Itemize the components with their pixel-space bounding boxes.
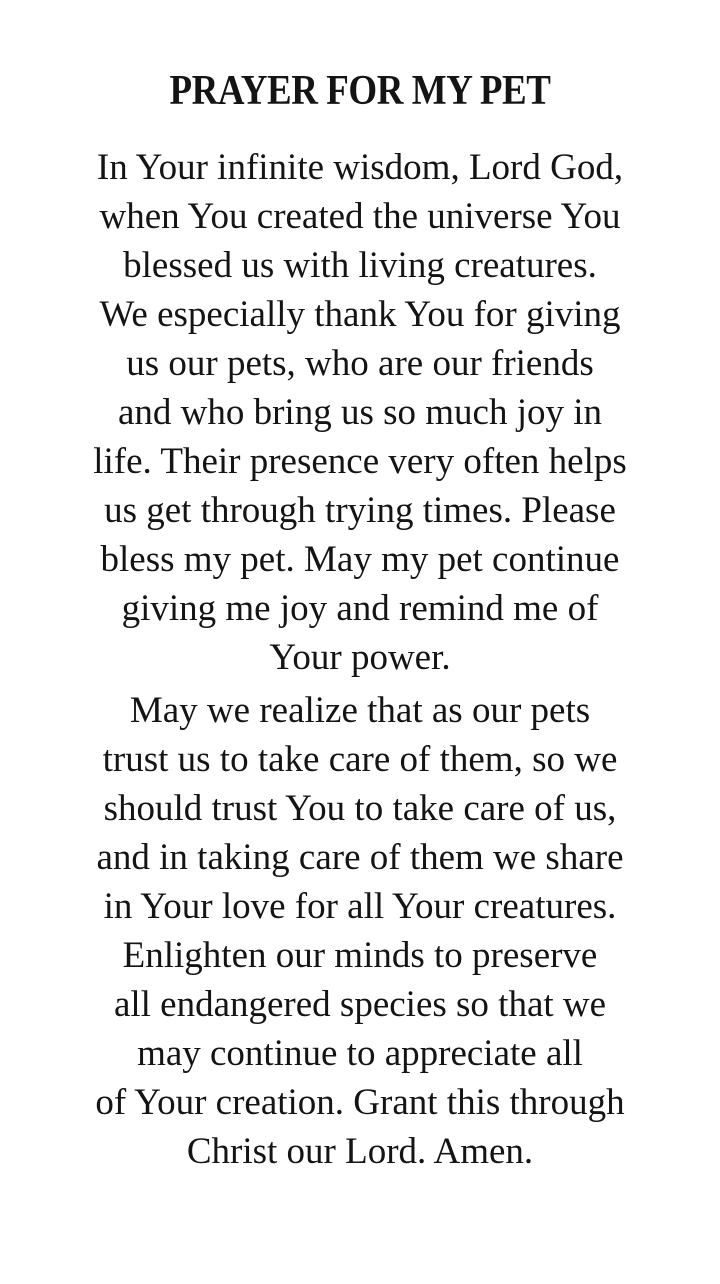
text-line: Your power.	[269, 637, 451, 678]
text-line: may continue to appreciate all	[137, 1033, 583, 1074]
text-line: giving me joy and remind me of	[121, 588, 599, 629]
text-line: blessed us with living creatures.	[123, 245, 597, 286]
text-line: life. Their presence very often helps	[93, 441, 627, 482]
text-line: in Your love for all Your creatures.	[103, 886, 617, 927]
text-line: all endangered species so that we	[113, 984, 607, 1025]
text-line: should trust You to take care of us,	[103, 788, 617, 829]
text-line: and who bring us so much joy in	[117, 392, 603, 433]
prayer-paragraph-2	[0, 686, 720, 1176]
text-line: us our pets, who are our friends	[126, 343, 594, 384]
text-line: bless my pet. May my pet continue	[100, 539, 620, 580]
text-line: of Your creation. Grant this through	[95, 1082, 625, 1123]
page-title: PRAYER FOR MY PET	[169, 68, 551, 114]
text-line: In Your infinite wisdom, Lord God,	[96, 147, 624, 188]
text-line: We especially thank You for giving	[99, 294, 621, 335]
text-line: when You created the universe You	[99, 196, 621, 237]
text-line: May we realize that as our pets	[129, 690, 591, 731]
text-line: Enlighten our minds to preserve	[122, 935, 598, 976]
text-line: Christ our Lord. Amen.	[186, 1131, 534, 1172]
text-line: trust us to take care of them, so we	[102, 739, 618, 780]
prayer-paragraph-1	[0, 143, 720, 682]
text-line: and in taking care of them we share	[96, 837, 624, 878]
text-line: us get through trying times. Please	[104, 490, 616, 531]
